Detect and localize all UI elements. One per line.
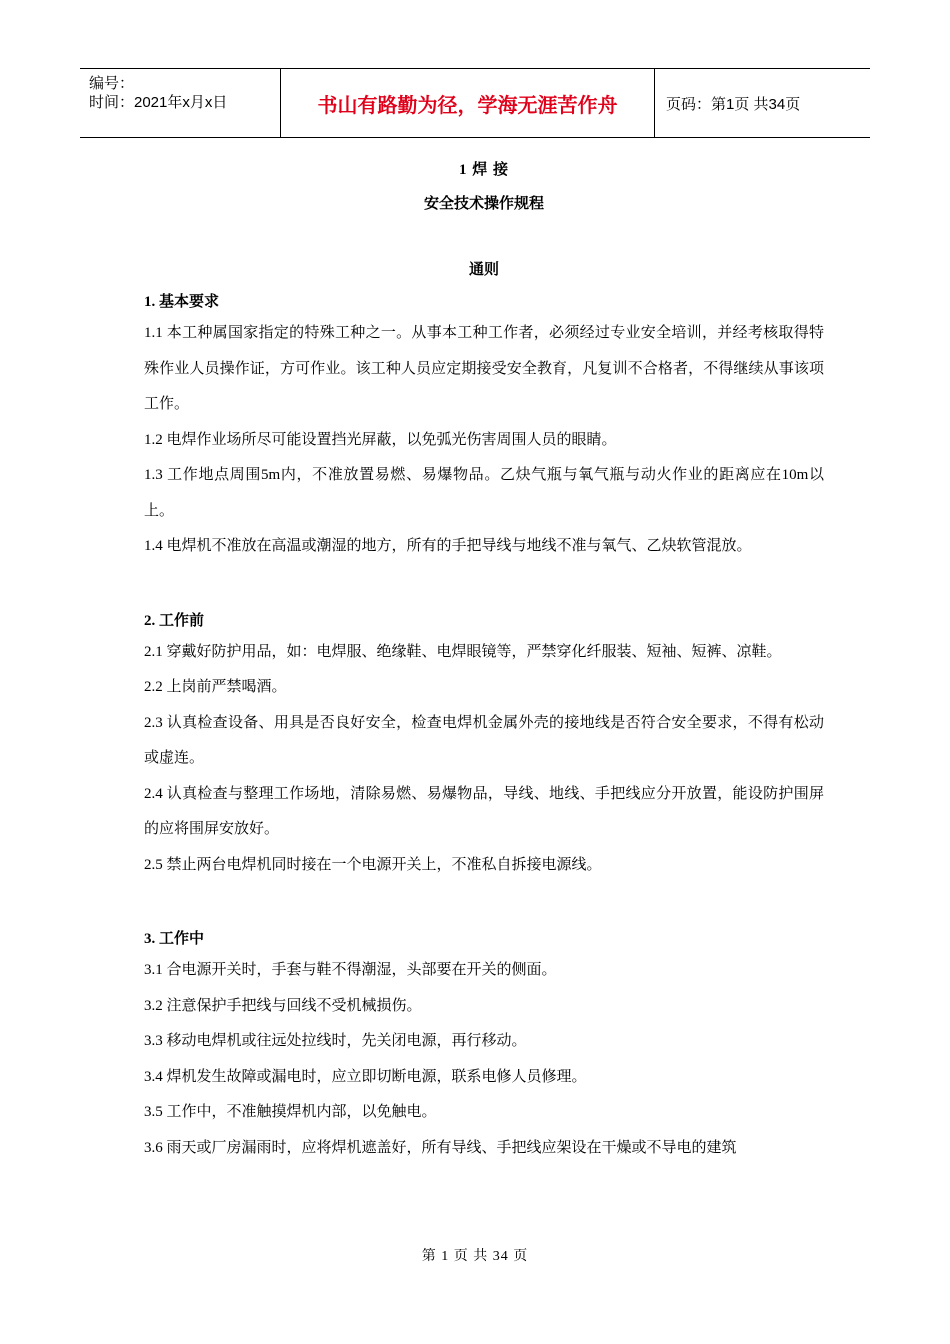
header-meta-cell (80, 69, 281, 137)
paragraph: 3.4 焊机发生故障或漏电时，应立即切断电源，联系电修人员修理。 (144, 1068, 587, 1085)
paragraph: 2.5 禁止两台电焊机同时接在一个电源开关上，不准私自拆接电源线。 (144, 856, 602, 873)
document-body (144, 152, 824, 1166)
general-heading: 通则 (468, 262, 499, 278)
paragraph: 2.1 穿戴好防护用品，如：电焊服、绝缘鞋、电焊眼镜等，严禁穿化纤服装、短袖、短裤、凉鞋。 (144, 643, 782, 660)
motto-cell (281, 69, 655, 137)
paragraph: 3.1 合电源开关时，手套与鞋不得潮湿，头部要在开关的侧面。 (144, 962, 557, 978)
page-footer: 第 1 页 共 34 页 (421, 1249, 529, 1264)
paragraph: 2.2 上岗前严禁喝酒。 (144, 679, 287, 695)
page-info-cell (666, 69, 800, 137)
time-label: 时间：2021年x月x日 (89, 94, 228, 111)
doc-subtitle: 安全技术操作规程 (423, 196, 544, 212)
doc-title: 1 焊 接 (458, 162, 509, 178)
paragraph: 1.1 本工种属国家指定的特殊工种之一。从事本工种工作者，必须经过专业安全培训，并经考核取得特殊作业人员操作证，方可作业。该工种人员应定期接受安全教育，凡复训不合格者，不得继续从事该项工作。 (144, 325, 824, 412)
paragraph: 2.3 认真检查设备、用具是否良好安全，检查电焊机金属外壳的接地线是否符合安全要求，不得有松动或虚连。 (144, 714, 824, 766)
serial-label: 编号： (89, 75, 135, 92)
header-table (80, 68, 870, 138)
section-heading: 1. 基本要求 (144, 294, 220, 310)
paragraph: 2.4 认真检查与整理工作场地，清除易燃、易爆物品，导线、地线、手把线应分开放置，能设防护围屏的应将围屏安放好。 (144, 785, 824, 837)
page-info-text: 页码：第1页 共34页 (666, 95, 801, 113)
paragraph: 3.6 雨天或厂房漏雨时，应将焊机遮盖好，所有导线、手把线应架设在干燥或不导电的建筑 (144, 1139, 737, 1156)
paragraph: 1.3 工作地点周围5m内，不准放置易燃、易爆物品。乙炔气瓶与氧气瓶与动火作业的距离应在10m以上。 (144, 467, 824, 519)
section-heading: 2. 工作前 (144, 612, 205, 629)
paragraph: 3.2 注意保护手把线与回线不受机械损伤。 (144, 997, 422, 1014)
paragraph: 1.4 电焊机不准放在高温或潮湿的地方，所有的手把导线与地线不准与氧气、乙炔软管混放。 (144, 538, 752, 554)
paragraph: 3.5 工作中，不准触摸焊机内部，以免触电。 (144, 1104, 437, 1120)
paragraph: 1.2 电焊作业场所尽可能设置挡光屏蔽，以免弧光伤害周围人员的眼睛。 (144, 431, 617, 448)
section-heading: 3. 工作中 (144, 931, 205, 947)
motto-text: 书山有路勤为径，学海无涯苦作舟 (317, 92, 618, 117)
paragraph: 3.3 移动电焊机或往远处拉线时，先关闭电源，再行移动。 (144, 1033, 527, 1049)
